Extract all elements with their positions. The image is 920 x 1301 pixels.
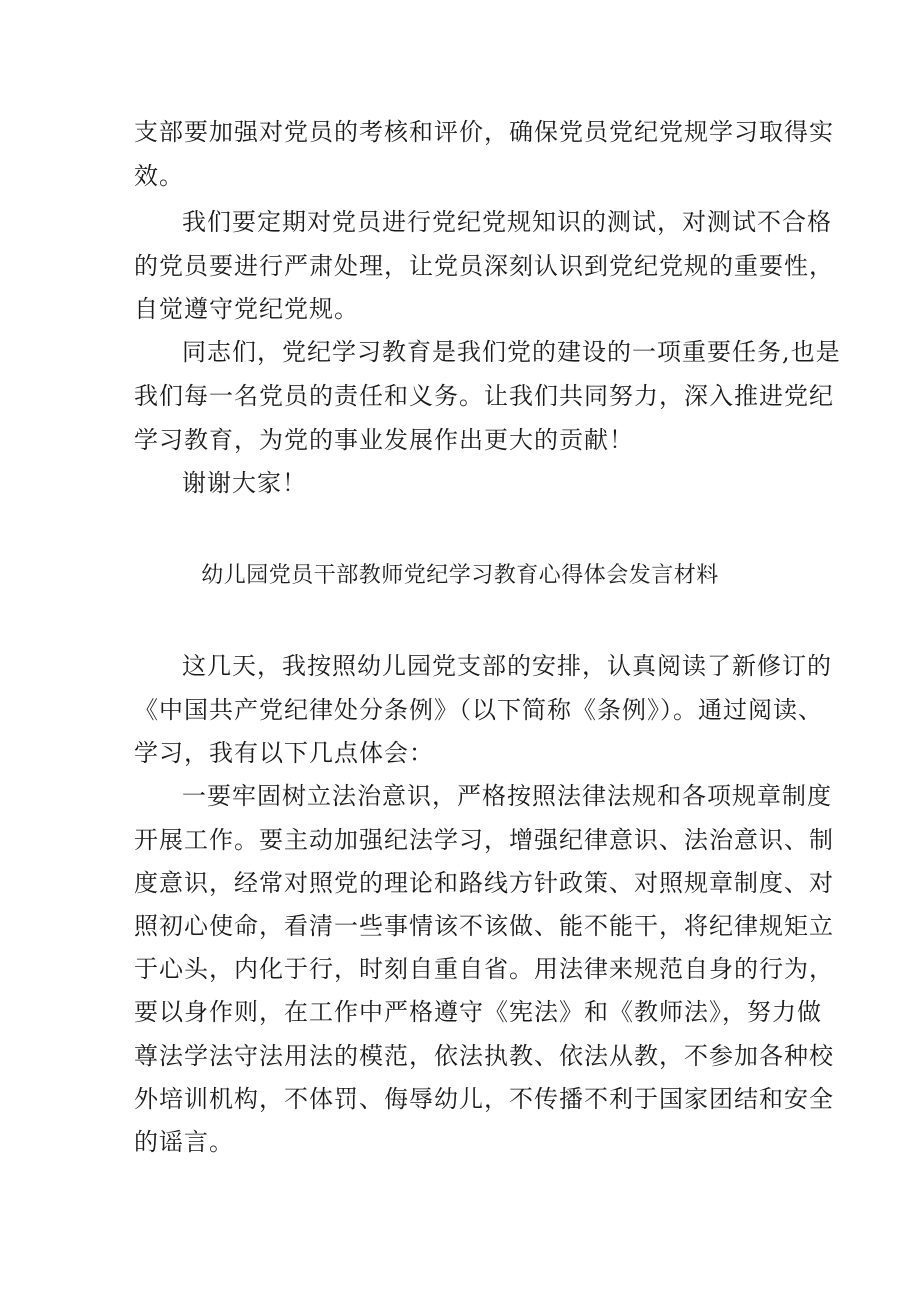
paragraph-line: 《中国共产党纪律处分条例》（以下简称《条例》）。通过阅读、 [134,696,823,724]
paragraph-line: 于心头，内化于行，时刻自重自省。用法律来规范自身的行为， [134,955,834,983]
paragraph-line: 尊法学法守法用法的模范，依法执教、依法从教，不参加各种校 [134,1042,834,1070]
paragraph-line: 同志们，党纪学习教育是我们党的建设的一项重要任务,也是 [182,338,841,366]
paragraph-line: 学习，我有以下几点体会： [134,739,434,767]
paragraph-line: 度意识，经常对照党的理论和路线方针政策、对照规章制度、对 [134,869,834,897]
paragraph-line: 自觉遵守党纪党规。 [134,295,359,323]
paragraph-line: 支部要加强对党员的考核和评价，确保党员党纪党规学习取得实 [134,118,834,146]
paragraph-line: 我们要定期对党员进行党纪党规知识的测试，对测试不合格 [182,208,832,236]
closing-line: 谢谢大家！ [182,469,307,497]
paragraph-line: 要以身作则，在工作中严格遵守《宪法》和《教师法》，努力做 [134,998,822,1026]
paragraph-line: 照初心使命，看清一些事情该不该做、能不能干，将纪律规矩立 [134,912,834,940]
paragraph-line: 我们每一名党员的责任和义务。让我们共同努力，深入推进党纪 [134,382,834,410]
paragraph-line: 效。 [134,162,184,190]
paragraph-line: 一要牢固树立法治意识，严格按照法律法规和各项规章制度 [182,782,832,810]
paragraph-line: 的谣言。 [134,1128,234,1156]
section-title: 幼儿园党员干部教师党纪学习教育心得体会发言材料 [201,563,719,588]
paragraph-line: 学习教育，为党的事业发展作出更大的贡献！ [134,426,634,454]
paragraph-line: 开展工作。要主动加强纪法学习，增强纪律意识、法治意识、制 [134,826,834,854]
paragraph-line: 这几天，我按照幼儿园党支部的安排，认真阅读了新修订的 [182,652,832,680]
paragraph-line: 外培训机构，不体罚、侮辱幼儿，不传播不利于国家团结和安全 [134,1085,834,1113]
paragraph-line: 的党员要进行严肃处理，让党员深刻认识到党纪党规的重要性， [134,252,834,280]
